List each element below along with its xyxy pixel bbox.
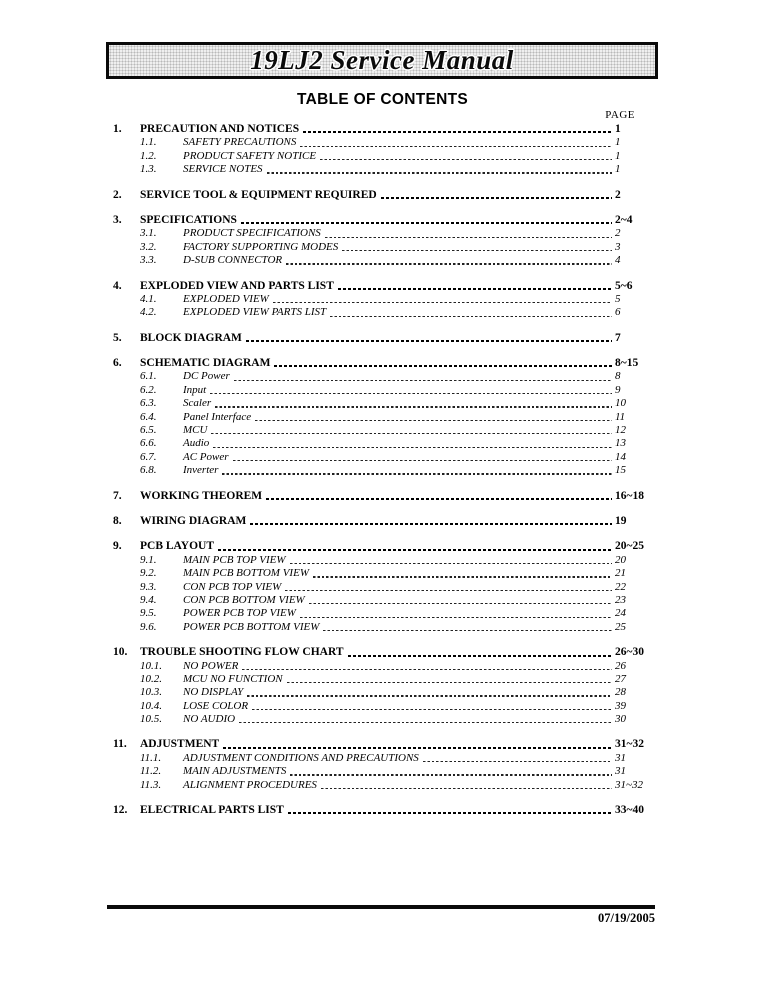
- toc-entry-title: WIRING DIAGRAM: [140, 514, 247, 527]
- toc-entry-page: 11: [615, 411, 648, 990]
- toc-entry-page: 28: [615, 686, 648, 990]
- toc-entry-number: 2.: [113, 188, 122, 201]
- toc-entry-title: LOSE COLOR: [183, 699, 249, 712]
- toc-entry-number: 1.: [113, 123, 122, 135]
- toc-entry-main: [113, 357, 648, 370]
- toc-entry-title: Scaler: [183, 397, 212, 410]
- toc-entry-page: 31: [615, 752, 648, 990]
- toc-entry-page: 3: [615, 241, 648, 990]
- toc-entry-title: SCHEMATIC DIAGRAM: [140, 357, 271, 370]
- toc-entry-sub: [113, 451, 648, 464]
- toc-entry-number: 3.2.: [140, 240, 157, 253]
- toc-entry-sub: [113, 554, 648, 567]
- toc-entry-number: 6.5.: [140, 424, 157, 437]
- toc-entry-title: MAIN PCB TOP VIEW: [183, 553, 286, 566]
- toc-entry-title: FACTORY SUPPORTING MODES: [183, 240, 339, 253]
- toc-dash-leader: [309, 603, 612, 604]
- toc-entry-number: 9.: [113, 540, 122, 553]
- toc-entry-title: SAFETY PRECAUTIONS: [183, 136, 297, 149]
- toc-entry-number: 6.4.: [140, 410, 157, 423]
- toc-entry-number: 6.2.: [140, 383, 157, 396]
- toc-section-group: [113, 540, 648, 634]
- toc-entry-title: D-SUB CONNECTOR: [183, 254, 283, 267]
- toc-entry-title: SERVICE NOTES: [183, 163, 263, 176]
- toc-entry-main: [113, 738, 648, 751]
- toc-dash-leader: [323, 630, 612, 631]
- toc-entry-page: 39: [615, 700, 648, 990]
- toc-entry-number: 10.1.: [140, 659, 162, 672]
- toc-entry-number: 11.2.: [140, 765, 162, 778]
- toc-dash-leader: [218, 549, 612, 551]
- toc-entry-page: 14: [615, 451, 648, 990]
- toc-dash-leader: [274, 365, 612, 367]
- toc-dash-leader: [348, 655, 612, 657]
- toc-dash-leader: [313, 576, 612, 577]
- toc-entry-sub: [113, 370, 648, 383]
- toc-entry-title: WORKING THEOREM: [140, 489, 263, 502]
- toc-entry-sub: [113, 779, 648, 792]
- toc-entry-title: ADJUSTMENT: [140, 738, 220, 751]
- toc-entry-sub: [113, 306, 648, 319]
- footer-rule: [107, 905, 655, 909]
- toc-dash-leader: [381, 197, 612, 199]
- toc-entry-page: 30: [615, 713, 648, 990]
- toc-entry-main: [113, 123, 648, 136]
- toc-entry-number: 4.1.: [140, 292, 157, 305]
- toc-entry-number: 3.1.: [140, 227, 157, 240]
- toc-entry-page: 1: [615, 163, 648, 990]
- toc-entry-number: 9.6.: [140, 620, 157, 633]
- toc-entry-number: 6.8.: [140, 464, 157, 477]
- toc-entry-page: 5: [615, 293, 648, 990]
- toc-dash-leader: [211, 433, 612, 434]
- toc-entry-page: 26~30: [615, 646, 648, 990]
- toc-entry-number: 9.2.: [140, 567, 157, 580]
- toc-entry-number: 6.1.: [140, 370, 157, 383]
- toc-entry-page: 6: [615, 306, 648, 990]
- toc-entry-title: POWER PCB TOP VIEW: [183, 607, 296, 620]
- toc-entry-page: 4: [615, 254, 648, 990]
- toc-entry-sub: [113, 765, 648, 778]
- toc-entry-number: 7.: [113, 489, 122, 502]
- toc-dash-leader: [423, 761, 612, 762]
- toc-entry-title: Panel Interface: [183, 410, 252, 423]
- toc-dash-leader: [321, 788, 612, 789]
- toc-section-group: [113, 490, 648, 503]
- page-column-label: PAGE: [605, 109, 635, 121]
- toc-entry-sub: [113, 581, 648, 594]
- document-title: 19LJ2 Service Manual: [250, 45, 514, 75]
- toc-entry-title: ELECTRICAL PARTS LIST: [140, 804, 284, 817]
- toc-entry-sub: [113, 673, 648, 686]
- toc-dash-leader: [290, 563, 612, 564]
- toc-entry-page: 24: [615, 607, 648, 990]
- toc-dash-leader: [320, 159, 612, 160]
- toc-entry-number: 9.1.: [140, 553, 157, 566]
- toc-list: [113, 123, 648, 829]
- toc-entry-number: 10.4.: [140, 699, 162, 712]
- toc-entry-title: MCU NO FUNCTION: [183, 672, 283, 685]
- toc-entry-sub: [113, 464, 648, 477]
- toc-entry-page: 2~4: [615, 214, 648, 990]
- toc-dash-leader: [287, 682, 612, 683]
- toc-entry-title: SERVICE TOOL & EQUIPMENT REQUIRED: [140, 188, 377, 201]
- toc-entry-sub: [113, 241, 648, 254]
- toc-entry-page: 13: [615, 437, 648, 990]
- toc-entry-sub: [113, 136, 648, 149]
- toc-entry-page: 22: [615, 581, 648, 990]
- toc-entry-number: 5.: [113, 331, 122, 344]
- toc-dash-leader: [285, 590, 612, 591]
- toc-entry-title: NO POWER: [183, 659, 239, 672]
- toc-entry-number: 10.: [113, 646, 128, 659]
- toc-entry-number: 9.3.: [140, 580, 157, 593]
- toc-entry-page: 10: [615, 397, 648, 990]
- toc-entry-title: PCB LAYOUT: [140, 540, 215, 553]
- toc-entry-main: [113, 646, 648, 659]
- toc-entry-main: [113, 189, 648, 202]
- toc-dash-leader: [300, 146, 612, 147]
- toc-dash-leader: [255, 420, 612, 421]
- toc-entry-number: 11.: [113, 738, 127, 751]
- toc-entry-sub: [113, 660, 648, 673]
- toc-entry-title: EXPLODED VIEW AND PARTS LIST: [140, 279, 334, 292]
- toc-dash-leader: [290, 774, 612, 775]
- toc-section-group: [113, 738, 648, 792]
- toc-dash-leader: [215, 406, 612, 407]
- toc-entry-sub: [113, 621, 648, 634]
- toc-entry-page: 16~18: [615, 490, 648, 990]
- toc-entry-title: PRODUCT SPECIFICATIONS: [183, 227, 321, 240]
- toc-entry-main: [113, 515, 648, 528]
- toc-entry-number: 10.2.: [140, 672, 162, 685]
- toc-entry-title: BLOCK DIAGRAM: [140, 331, 242, 344]
- toc-entry-number: 6.7.: [140, 450, 157, 463]
- toc-entry-page: 26: [615, 660, 648, 990]
- toc-entry-sub: [113, 686, 648, 699]
- toc-dash-leader: [267, 172, 612, 173]
- toc-entry-number: 6.: [113, 357, 122, 370]
- toc-dash-leader: [303, 131, 612, 133]
- toc-entry-title: PRECAUTION AND NOTICES: [140, 123, 300, 135]
- toc-entry-title: POWER PCB BOTTOM VIEW: [183, 620, 320, 633]
- toc-entry-title: NO AUDIO: [183, 713, 236, 726]
- title-banner: [106, 42, 658, 79]
- toc-dash-leader: [273, 302, 612, 303]
- toc-entry-title: Inverter: [183, 464, 219, 477]
- toc-entry-main: [113, 214, 648, 227]
- toc-entry-page: 12: [615, 424, 648, 990]
- toc-entry-page: 2: [615, 227, 648, 990]
- toc-entry-main: [113, 490, 648, 503]
- toc-section-group: [113, 804, 648, 817]
- toc-entry-title: NO DISPLAY: [183, 686, 244, 699]
- toc-entry-page: 7: [615, 332, 648, 990]
- toc-entry-sub: [113, 163, 648, 176]
- toc-entry-page: 27: [615, 673, 648, 990]
- toc-dash-leader: [266, 498, 612, 500]
- toc-section-group: [113, 214, 648, 268]
- toc-entry-page: 31~32: [615, 738, 648, 990]
- toc-dash-leader: [247, 695, 612, 696]
- toc-entry-page: 8~15: [615, 357, 648, 990]
- toc-entry-page: 20: [615, 554, 648, 990]
- toc-entry-number: 9.4.: [140, 593, 157, 606]
- toc-entry-title: AC Power: [183, 450, 229, 463]
- toc-entry-title: CON PCB TOP VIEW: [183, 580, 282, 593]
- toc-heading: TABLE OF CONTENTS: [297, 91, 468, 108]
- toc-entry-title: MAIN ADJUSTMENTS: [183, 765, 287, 778]
- toc-dash-leader: [325, 237, 612, 238]
- toc-entry-page: 33~40: [615, 804, 648, 990]
- toc-entry-main: [113, 280, 648, 293]
- toc-entry-number: 4.2.: [140, 306, 157, 319]
- toc-section-group: [113, 189, 648, 202]
- toc-entry-page: 23: [615, 594, 648, 990]
- toc-section-group: [113, 123, 648, 177]
- toc-entry-title: Audio: [183, 437, 210, 450]
- toc-dash-leader: [213, 447, 612, 448]
- toc-entry-title: EXPLODED VIEW PARTS LIST: [183, 306, 327, 319]
- toc-entry-sub: [113, 567, 648, 580]
- toc-entry-number: 1.3.: [140, 163, 157, 176]
- toc-entry-title: PRODUCT SAFETY NOTICE: [183, 149, 317, 162]
- toc-entry-title: EXPLODED VIEW: [183, 292, 269, 305]
- toc-entry-title: ADJUSTMENT CONDITIONS AND PRECAUTIONS: [183, 751, 419, 764]
- toc-section-group: [113, 515, 648, 528]
- toc-entry-sub: [113, 384, 648, 397]
- toc-entry-number: 1.2.: [140, 149, 157, 162]
- toc-dash-leader: [242, 669, 612, 670]
- toc-entry-sub: [113, 752, 648, 765]
- toc-entry-page: 31: [615, 765, 648, 990]
- toc-entry-sub: [113, 424, 648, 437]
- toc-entry-sub: [113, 227, 648, 240]
- toc-entry-page: 25: [615, 621, 648, 990]
- toc-entry-page: 1: [615, 136, 648, 990]
- toc-entry-number: 6.6.: [140, 437, 157, 450]
- toc-dash-leader: [288, 812, 612, 814]
- toc-dash-leader: [210, 393, 612, 394]
- toc-dash-leader: [250, 523, 612, 525]
- toc-entry-main: [113, 540, 648, 553]
- toc-entry-title: SPECIFICATIONS: [140, 213, 237, 226]
- toc-entry-page: 15: [615, 464, 648, 990]
- toc-entry-main: [113, 804, 648, 817]
- toc-entry-sub: [113, 700, 648, 713]
- toc-entry-number: 11.3.: [140, 778, 162, 791]
- toc-entry-number: 10.3.: [140, 686, 162, 699]
- toc-entry-main: [113, 332, 648, 345]
- toc-entry-title: ALIGNMENT PROCEDURES: [183, 778, 317, 791]
- toc-dash-leader: [222, 473, 612, 474]
- toc-entry-number: 3.3.: [140, 254, 157, 267]
- footer-date: 07/19/2005: [598, 911, 655, 925]
- toc-entry-page: 8: [615, 370, 648, 990]
- toc-dash-leader: [300, 617, 612, 618]
- toc-entry-sub: [113, 594, 648, 607]
- toc-entry-number: 3.: [113, 213, 122, 226]
- toc-entry-page: 5~6: [615, 280, 648, 990]
- toc-entry-sub: [113, 397, 648, 410]
- toc-entry-page: 21: [615, 567, 648, 990]
- toc-entry-page: 9: [615, 384, 648, 990]
- toc-dash-leader: [338, 288, 612, 290]
- toc-entry-sub: [113, 254, 648, 267]
- toc-entry-page: 1: [615, 150, 648, 990]
- toc-dash-leader: [239, 722, 612, 723]
- toc-entry-sub: [113, 411, 648, 424]
- toc-entry-number: 12.: [113, 804, 128, 817]
- toc-dash-leader: [241, 222, 612, 224]
- toc-entry-sub: [113, 713, 648, 726]
- toc-entry-sub: [113, 150, 648, 163]
- toc-entry-page: 20~25: [615, 540, 648, 990]
- toc-dash-leader: [252, 709, 612, 710]
- toc-entry-title: MCU: [183, 424, 208, 437]
- toc-entry-page: 19: [615, 515, 648, 990]
- toc-section-group: [113, 646, 648, 726]
- toc-entry-sub: [113, 293, 648, 306]
- toc-entry-number: 10.5.: [140, 713, 162, 726]
- toc-entry-page: 31~32: [615, 779, 648, 990]
- toc-entry-sub: [113, 607, 648, 620]
- toc-entry-sub: [113, 437, 648, 450]
- toc-entry-page: 2: [615, 189, 648, 990]
- toc-entry-number: 11.1.: [140, 751, 162, 764]
- toc-dash-leader: [233, 460, 612, 461]
- toc-section-group: [113, 332, 648, 345]
- toc-entry-page: 1: [615, 123, 648, 990]
- toc-entry-number: 8.: [113, 514, 122, 527]
- toc-dash-leader: [223, 747, 612, 749]
- toc-entry-number: 9.5.: [140, 607, 157, 620]
- toc-entry-title: DC Power: [183, 370, 230, 383]
- toc-dash-leader: [234, 380, 612, 381]
- toc-dash-leader: [342, 250, 612, 251]
- toc-dash-leader: [286, 263, 612, 264]
- toc-entry-title: MAIN PCB BOTTOM VIEW: [183, 567, 309, 580]
- toc-dash-leader: [246, 340, 612, 342]
- toc-section-group: [113, 280, 648, 320]
- toc-entry-number: 4.: [113, 279, 122, 292]
- toc-entry-title: CON PCB BOTTOM VIEW: [183, 593, 305, 606]
- toc-dash-leader: [330, 316, 612, 317]
- toc-entry-title: TROUBLE SHOOTING FLOW CHART: [140, 646, 344, 659]
- toc-entry-number: 1.1.: [140, 136, 157, 149]
- toc-section-group: [113, 357, 648, 478]
- toc-entry-title: Input: [183, 383, 207, 396]
- toc-entry-number: 6.3.: [140, 397, 157, 410]
